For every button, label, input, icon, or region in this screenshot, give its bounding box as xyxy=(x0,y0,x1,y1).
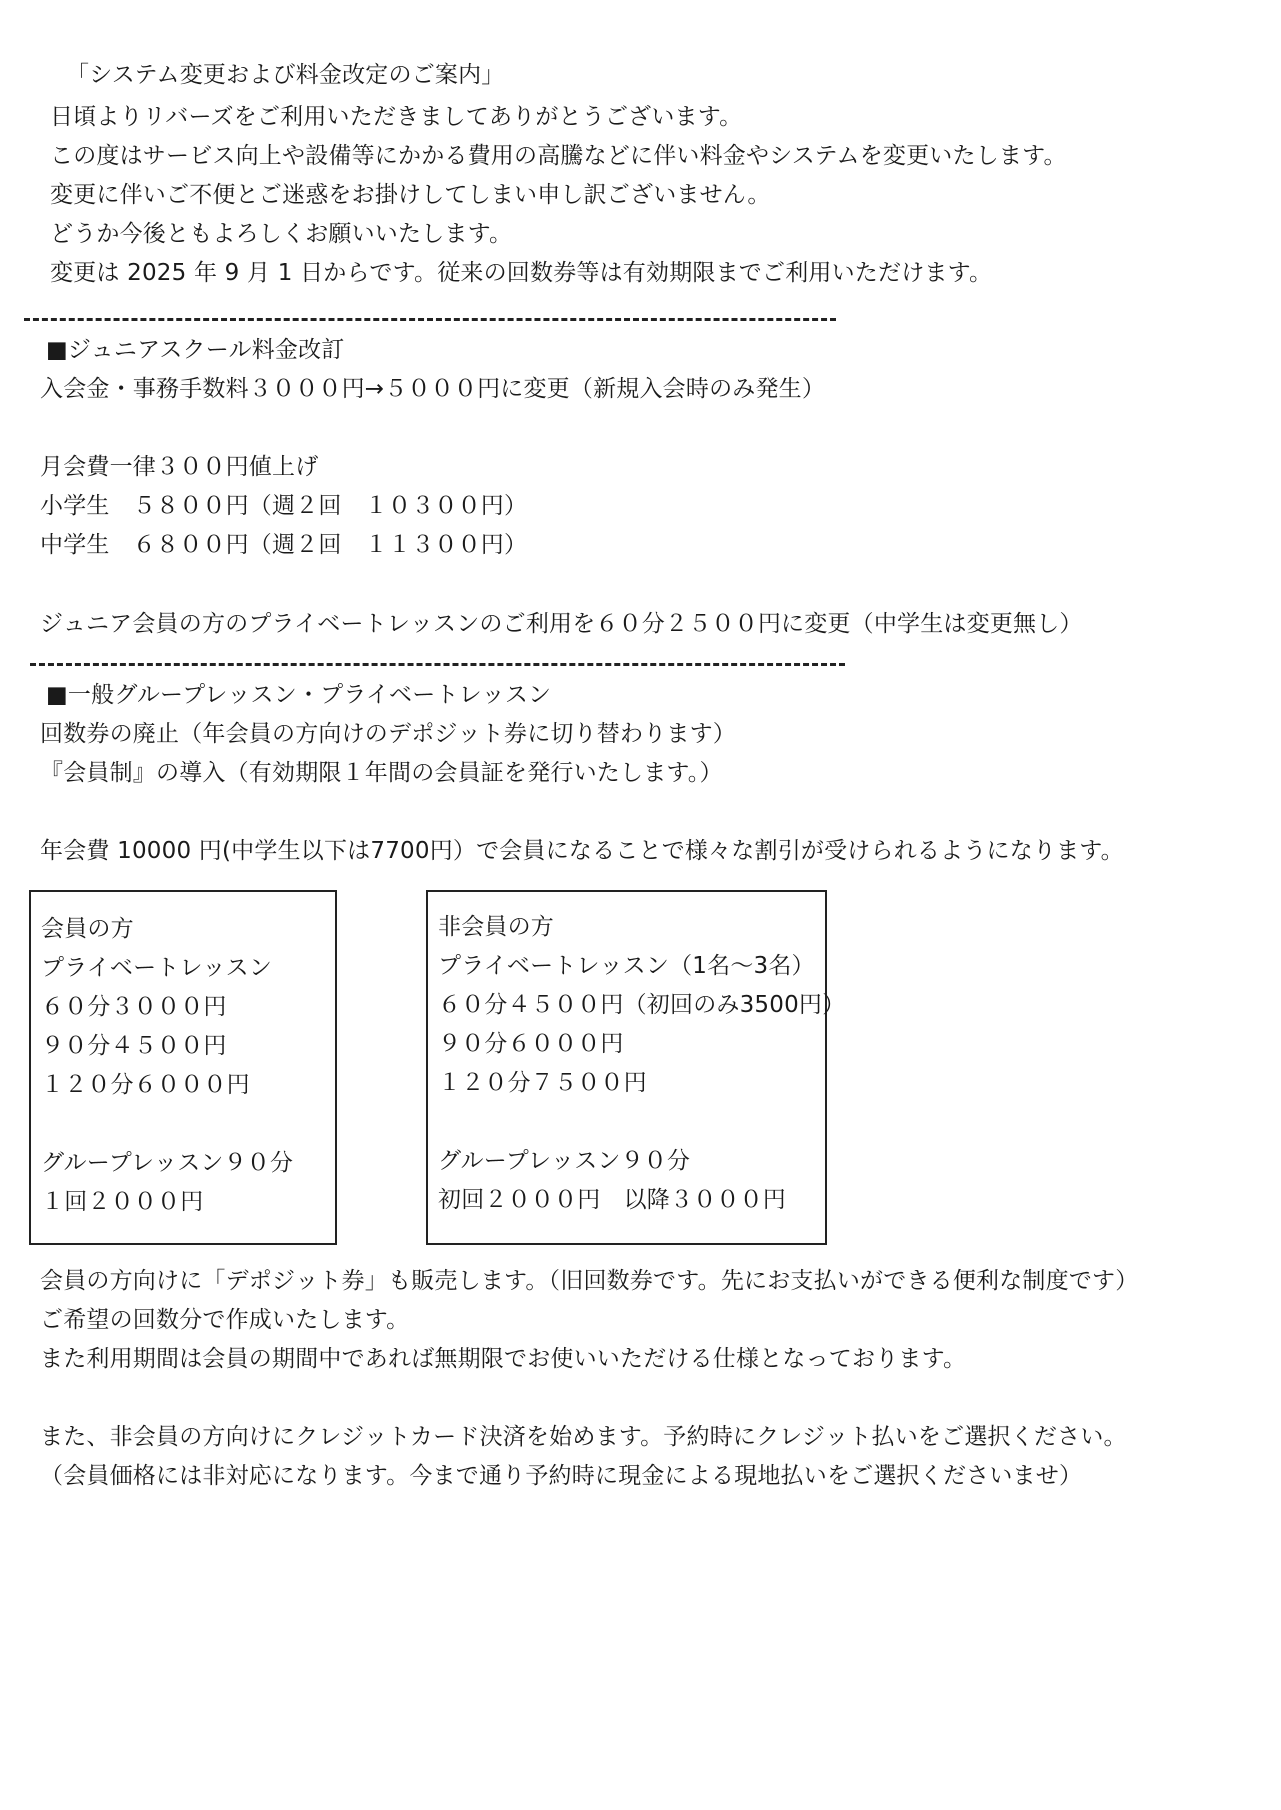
nonmember-private-label: プライベートレッスン（1名～3名） xyxy=(438,953,815,979)
intro-line-1: 日頃よりリバーズをご利用いただきましてありがとうございます。 xyxy=(50,104,743,130)
nonmember-private-90: ９０分６０００円 xyxy=(438,1031,624,1057)
member-box-title: 会員の方 xyxy=(41,916,134,942)
member-group-price: １回２０００円 xyxy=(41,1189,204,1215)
document-title: 「システム変更および料金改定のご案内」 xyxy=(66,62,505,88)
intro-line-4: どうか今後ともよろしくお願いいたします。 xyxy=(50,221,513,247)
general-membership-note: 『会員制』の導入（有効期限１年間の会員証を発行いたします。） xyxy=(40,760,723,786)
junior-monthly-increase: 月会費一律３００円値上げ xyxy=(40,454,319,480)
general-abolish-note: 回数券の廃止（年会員の方向けのデポジット券に切り替わります） xyxy=(40,721,736,747)
junior-private-note: ジュニア会員の方のプライベートレッスンのご利用を６０分２５００円に変更（中学生は変更無し） xyxy=(40,611,1083,637)
member-price-box xyxy=(29,890,337,1245)
nonmember-private-120: １２０分７５００円 xyxy=(438,1070,647,1096)
junior-entry-fee: 入会金・事務手数料３０００円→５０００円に変更（新規入会時のみ発生） xyxy=(40,376,826,402)
nonmember-price-box xyxy=(426,890,846,1245)
member-private-120: １２０分６０００円 xyxy=(41,1072,250,1098)
junior-heading: ■ジュニアスクール料金改訂 xyxy=(46,337,345,363)
credit-line-1: また、非会員の方向けにクレジットカード決済を始めます。予約時にクレジット払いをご選択ください。 xyxy=(40,1424,1127,1450)
nonmember-box-title: 非会員の方 xyxy=(438,914,554,940)
deposit-line-1: 会員の方向けに「デポジット券」も販売します。（旧回数券です。先にお支払いができる便利な制度です） xyxy=(40,1268,1139,1294)
junior-middle-fee: 中学生 ６８００円（週２回 １１３００円） xyxy=(40,532,528,558)
general-annual-fee: 年会費 10000 円(中学生以下は7700円）で会員になることで様々な割引が受けられるようになります。 xyxy=(40,838,1124,864)
nonmember-group-price: 初回２０００円 以降３０００円 xyxy=(438,1187,786,1213)
member-private-label: プライベートレッスン xyxy=(41,955,273,981)
intro-line-5: 変更は 2025 年 9 月 1 日からです。従来の回数券等は有効期限までご利用いただけます。 xyxy=(50,260,993,286)
nonmember-private-60: ６０分４５００円（初回のみ3500円） xyxy=(438,992,846,1018)
general-heading: ■一般グループレッスン・プライベートレッスン xyxy=(46,682,552,708)
credit-line-2: （会員価格には非対応になります。今まで通り予約時に現金による現地払いをご選択くださいませ） xyxy=(40,1463,1083,1489)
intro-line-2: この度はサービス向上や設備等にかかる費用の高騰などに伴い料金やシステムを変更いたします。 xyxy=(50,143,1067,169)
deposit-line-2: ご希望の回数分で作成いたします。 xyxy=(40,1307,410,1333)
divider-2 xyxy=(30,663,845,666)
member-group-label: グループレッスン９０分 xyxy=(41,1150,294,1176)
member-private-60: ６０分３０００円 xyxy=(41,994,227,1020)
divider-1 xyxy=(24,318,836,321)
junior-elementary-fee: 小学生 ５８００円（週２回 １０３００円） xyxy=(40,493,528,519)
nonmember-group-label: グループレッスン９０分 xyxy=(438,1148,691,1174)
intro-line-3: 変更に伴いご不便とご迷惑をお掛けしてしまい申し訳ございません。 xyxy=(50,182,771,208)
deposit-line-3: また利用期間は会員の期間中であれば無期限でお使いいただける仕様となっております。 xyxy=(40,1346,967,1372)
member-private-90: ９０分４５００円 xyxy=(41,1033,227,1059)
